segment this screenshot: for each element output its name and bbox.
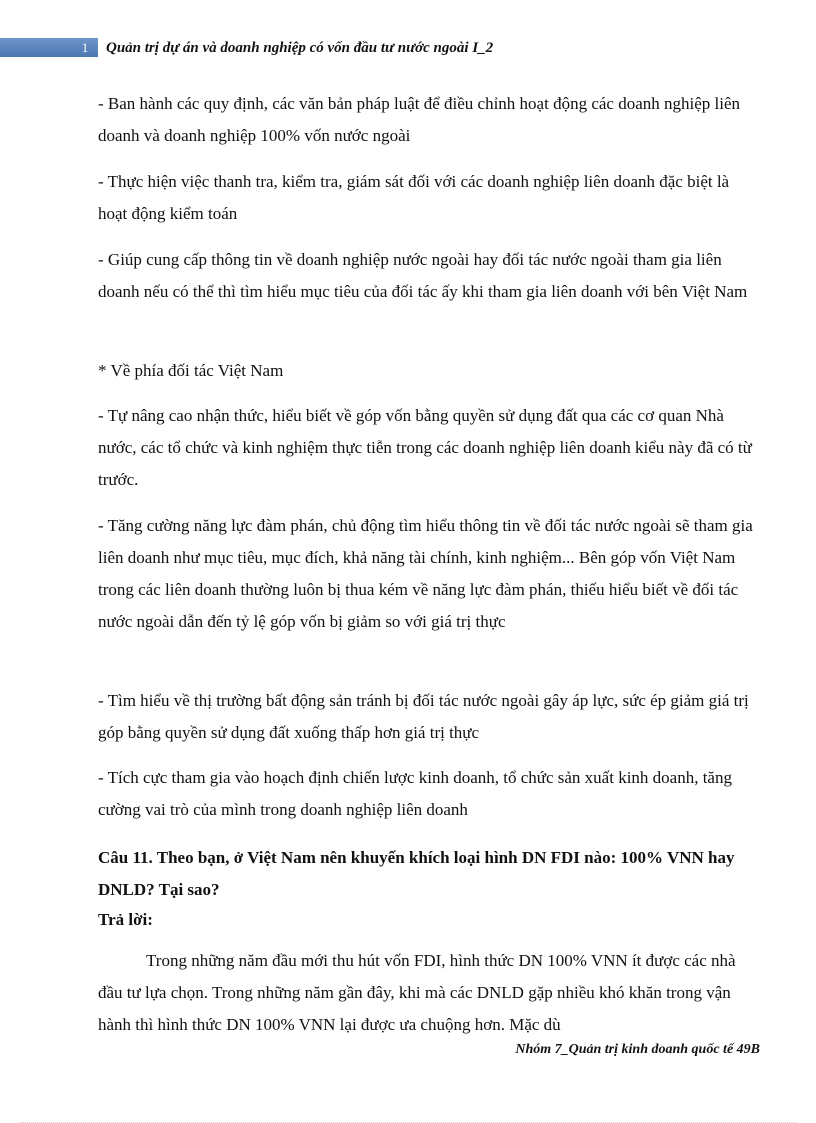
page-number: 1: [81, 40, 89, 55]
paragraph-vietnam-partner-heading: * Về phía đối tác Việt Nam: [98, 361, 284, 380]
paragraph-awareness: - Tự nâng cao nhận thức, hiểu biết về góp vốn bằng quyền sử dụng đất qua các cơ quan Nhà nước, các tổ chức và kinh nghiệm thực tiễn trong các doanh nghiệp liên doanh kiểu này đã có từ trước.: [98, 406, 752, 489]
paragraph-negotiation: - Tăng cường năng lực đàm phán, chủ động tìm hiểu thông tin về đối tác nước ngoài sẽ tham gia liên doanh như mục tiêu, mục đích, khả năng tài chính, kinh nghiệm... Bên góp vốn Việt Nam trong các liên doanh thường luôn bị thua kém về năng lực đàm phán, thiếu hiểu biết về đối tác nước ngoài dẫn đến tỷ lệ góp vốn bị giảm so với giá trị thực: [98, 516, 753, 631]
question-heading: Câu 11. Theo bạn, ở Việt Nam nên khuyến khích loại hình DN FDI nào: 100% VNN hay DNLD? Tại sao?: [98, 848, 735, 899]
answer-paragraph: Trong những năm đầu mới thu hút vốn FDI, hình thức DN 100% VNN ít được các nhà đầu tư lựa chọn. Trong những năm gần đây, khi mà các DNLD gặp nhiều khó khăn trong vận hành thì hình thức DN 100% VNN lại được ưa chuộng hơn. Mặc dù: [98, 951, 736, 1034]
paragraph-inspection: - Thực hiện việc thanh tra, kiểm tra, giám sát đối với các doanh nghiệp liên doanh đặc biệt là hoạt động kiểm toán: [98, 172, 730, 223]
paragraph-strategy: - Tích cực tham gia vào hoạch định chiến lược kinh doanh, tổ chức sản xuất kinh doanh, tăng cường vai trò của mình trong doanh nghiệp liên doanh: [98, 768, 732, 819]
header-title: Quản trị dự án và doanh nghiệp có vốn đầu tư nước ngoài I_2: [106, 40, 494, 56]
answer-label: Trả lời:: [98, 910, 153, 929]
footer-text: Nhóm 7_Quản trị kinh doanh quốc tế 49B: [515, 1042, 760, 1057]
paragraph-legal-regulations: - Ban hành các quy định, các văn bản pháp luật để điều chỉnh hoạt động các doanh nghiệp liên doanh và doanh nghiệp 100% vốn nước ngoài: [98, 94, 741, 145]
paragraph-real-estate: - Tìm hiểu về thị trường bất động sản tránh bị đối tác nước ngoài gây áp lực, sức ép giảm giá trị góp bằng quyền sử dụng đất xuống thấp hơn giá trị thực: [98, 691, 749, 742]
paragraph-information-support: - Giúp cung cấp thông tin về doanh nghiệp nước ngoài hay đối tác nước ngoài tham gia liên doanh nếu có thể thì tìm hiểu mục tiêu của đối tác ấy khi tham gia liên doanh với bên Việt Nam: [98, 250, 748, 301]
